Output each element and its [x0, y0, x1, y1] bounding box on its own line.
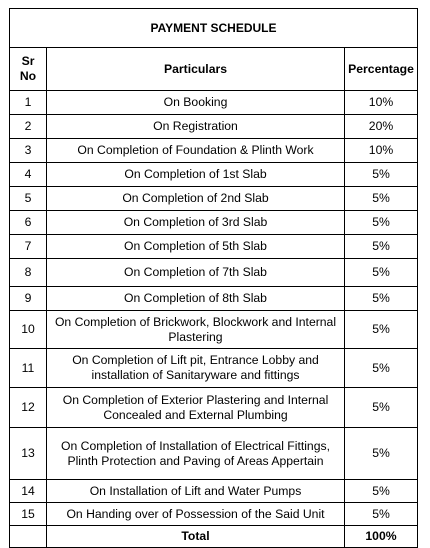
table-row [10, 503, 418, 526]
cell-sr: 2 [10, 115, 47, 139]
payment-schedule-table [9, 8, 418, 548]
cell-percentage: 5% [345, 211, 418, 235]
cell-particulars: On Completion of Brickwork, Blockwork and Internal Plastering [47, 311, 345, 349]
cell-percentage: 5% [345, 388, 418, 428]
total-percentage: 100% [345, 526, 418, 548]
table-row [10, 187, 418, 211]
header-sr-no-label: Sr No [19, 54, 37, 83]
table-row [10, 428, 418, 480]
cell-percentage: 5% [345, 259, 418, 287]
cell-particulars: On Completion of Installation of Electrical Fittings, Plinth Protection and Paving of Areas Appertain [47, 428, 345, 480]
cell-percentage: 10% [345, 139, 418, 163]
table-row [10, 311, 418, 349]
cell-particulars: On Booking [47, 91, 345, 115]
table-row [10, 349, 418, 388]
cell-sr: 10 [10, 311, 47, 349]
cell-sr: 15 [10, 503, 47, 526]
table-row [10, 287, 418, 311]
cell-percentage: 5% [345, 503, 418, 526]
cell-particulars: On Completion of 5th Slab [47, 235, 345, 259]
cell-percentage: 5% [345, 311, 418, 349]
cell-percentage: 5% [345, 235, 418, 259]
header-particulars: Particulars [47, 48, 345, 91]
cell-particulars: On Completion of Exterior Plastering and Internal Concealed and External Plumbing [47, 388, 345, 428]
cell-sr: 6 [10, 211, 47, 235]
header-sr-no [10, 48, 47, 91]
table-row [10, 480, 418, 503]
cell-sr: 8 [10, 259, 47, 287]
cell-particulars: On Registration [47, 115, 345, 139]
cell-percentage: 5% [345, 349, 418, 388]
cell-sr: 5 [10, 187, 47, 211]
cell-particulars: On Completion of 3rd Slab [47, 211, 345, 235]
table-row [10, 115, 418, 139]
cell-sr: 9 [10, 287, 47, 311]
cell-particulars: On Completion of Lift pit, Entrance Lobby and installation of Sanitaryware and fittings [47, 349, 345, 388]
cell-sr: 4 [10, 163, 47, 187]
cell-sr: 12 [10, 388, 47, 428]
cell-particulars: On Completion of 8th Slab [47, 287, 345, 311]
cell-particulars: On Handing over of Possession of the Said Unit [47, 503, 345, 526]
header-row [10, 48, 418, 91]
cell-percentage: 5% [345, 187, 418, 211]
cell-percentage: 10% [345, 91, 418, 115]
cell-particulars: On Completion of 7th Slab [47, 259, 345, 287]
cell-percentage: 5% [345, 287, 418, 311]
cell-particulars: On Completion of 2nd Slab [47, 187, 345, 211]
table-row [10, 211, 418, 235]
cell-particulars: On Installation of Lift and Water Pumps [47, 480, 345, 503]
cell-percentage: 5% [345, 163, 418, 187]
cell-sr: 13 [10, 428, 47, 480]
table-row [10, 259, 418, 287]
cell-particulars: On Completion of 1st Slab [47, 163, 345, 187]
total-row [10, 526, 418, 548]
table-row [10, 91, 418, 115]
cell-sr: 1 [10, 91, 47, 115]
cell-sr: 14 [10, 480, 47, 503]
table-row [10, 388, 418, 428]
table-row [10, 235, 418, 259]
cell-percentage: 5% [345, 480, 418, 503]
cell-sr: 11 [10, 349, 47, 388]
cell-particulars: On Completion of Foundation & Plinth Work [47, 139, 345, 163]
cell-sr: 3 [10, 139, 47, 163]
cell-sr: 7 [10, 235, 47, 259]
header-percentage: Percentage [345, 48, 418, 91]
total-label: Total [47, 526, 345, 548]
table-title: PAYMENT SCHEDULE [10, 9, 418, 48]
table-row [10, 163, 418, 187]
total-sr-empty [10, 526, 47, 548]
table-row [10, 139, 418, 163]
cell-percentage: 5% [345, 428, 418, 480]
cell-percentage: 20% [345, 115, 418, 139]
payment-schedule-container [9, 8, 418, 548]
